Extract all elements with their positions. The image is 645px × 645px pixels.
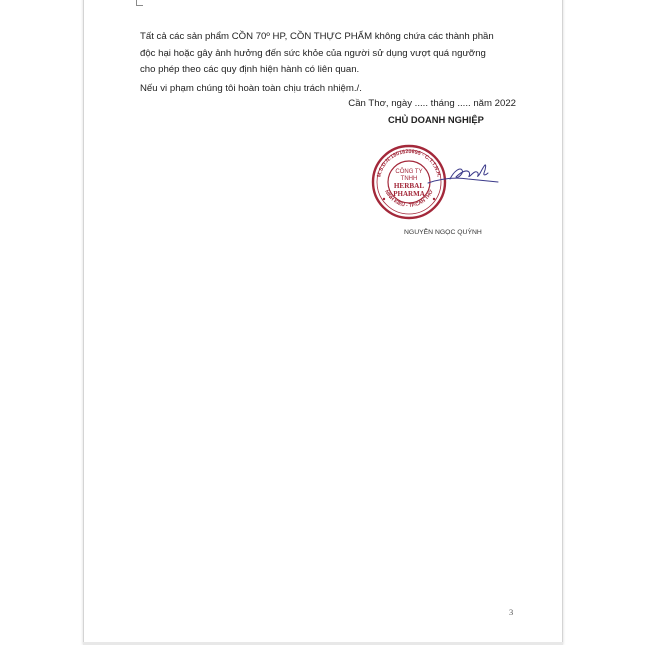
company-seal-and-signature bbox=[370, 143, 510, 223]
seal-dot-right bbox=[433, 198, 435, 200]
liability-paragraph: Nếu vi phạm chúng tôi hoàn toàn chịu trách nhiệm./. bbox=[140, 83, 362, 94]
seal-dot-left bbox=[383, 198, 385, 200]
statement-line-2: độc hại hoặc gây ảnh hưởng đến sức khỏe của người sử dụng vượt quá ngưỡng bbox=[140, 47, 486, 59]
page-number: 3 bbox=[509, 607, 514, 617]
margin-corner-mark bbox=[136, 0, 143, 6]
signatory-title: CHỦ DOANH NGHIỆP bbox=[388, 114, 484, 125]
statement-paragraph bbox=[140, 29, 518, 79]
signature-script-stroke bbox=[450, 165, 486, 179]
company-seal-icon bbox=[370, 143, 510, 223]
seal-center-line-4: PHARMA bbox=[393, 190, 425, 198]
seal-graphic bbox=[373, 146, 445, 218]
signature-tail-stroke bbox=[484, 173, 488, 175]
seal-ring-text-top-path: M.S.D.N:1801620695 - C.T.T.N.H. bbox=[376, 148, 442, 178]
seal-center-line-2: TNHH bbox=[400, 176, 418, 182]
signer-name: NGUYỄN NGỌC QUỲNH bbox=[404, 229, 482, 236]
seal-center-line-3: HERBAL bbox=[393, 182, 425, 190]
statement-line-1: Tất cả các sản phẩm CỒN 70º HP, CỒN THỰC PHẨM không chứa các thành phần bbox=[140, 31, 494, 42]
statement-line-3: cho phép theo các quy định hiện hành có liên quan. bbox=[140, 64, 360, 75]
place-date-line: Cần Thơ, ngày ..... tháng ..... năm 2022 bbox=[348, 98, 516, 109]
signature-underline-stroke bbox=[428, 178, 498, 183]
seal-center-line-1: CÔNG TY bbox=[395, 169, 423, 175]
seal-ring-text-bottom-path: NINH KIỀU - TP.CẦN THƠ bbox=[383, 189, 435, 209]
